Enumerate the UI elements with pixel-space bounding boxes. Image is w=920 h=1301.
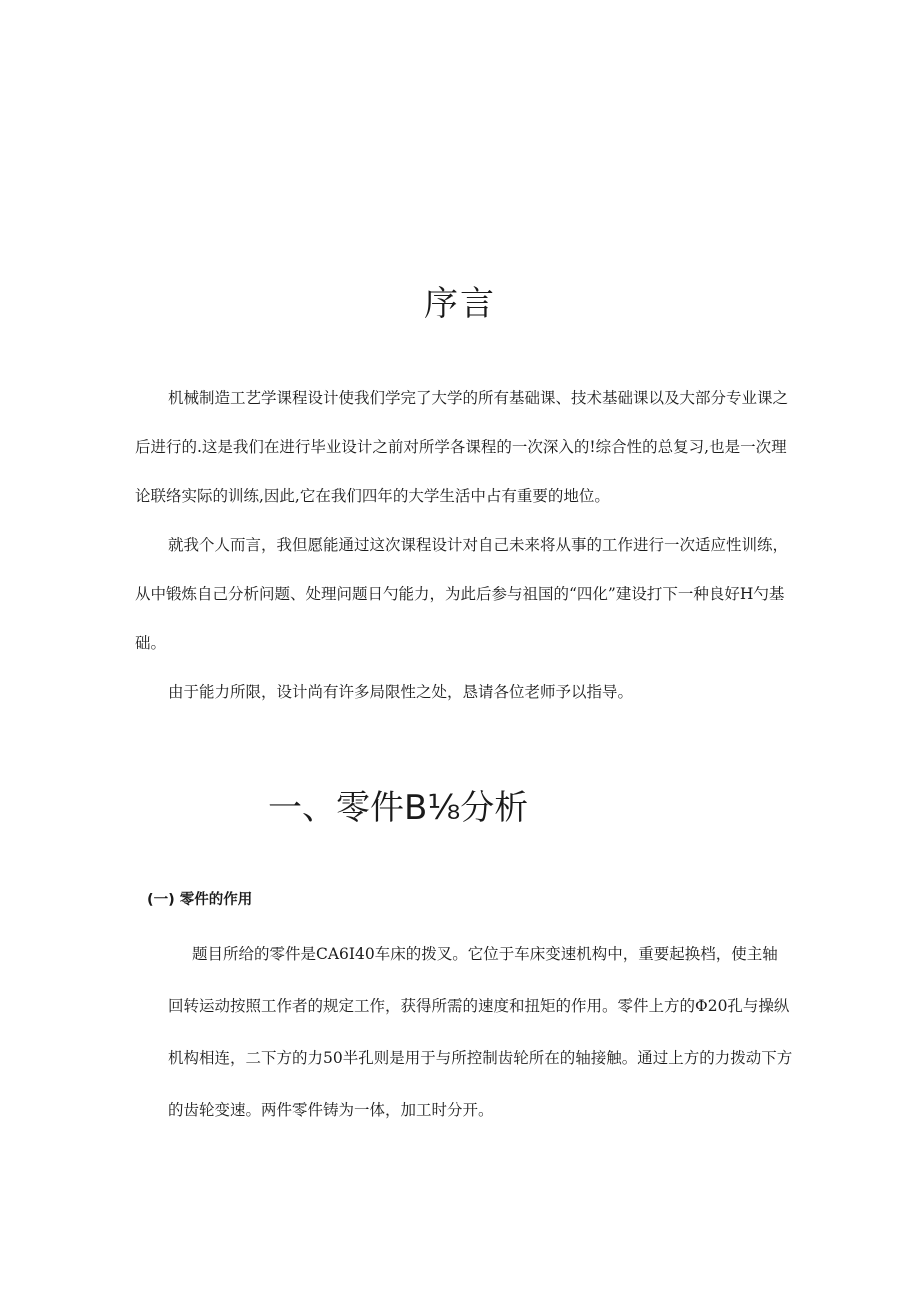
preface-title: 序言 bbox=[424, 284, 496, 324]
chapter-title: 一、零件B⅛分析 bbox=[268, 788, 529, 828]
preface-paragraph: 机械制造工艺学课程设计使我们学完了大学的所有基础课、技术基础课以及大部分专业课之后进行的.这是我们在进行毕业设计之前对所学各课程的一次深入的!综合性的总复习,也是一次理论联络实际的训练,因此,它在我们四年的大学生活中占有重要的地位。 bbox=[135, 389, 789, 505]
section-paragraph: 题目所给的零件是CA6I40车床的拨叉。它位于车床变速机构中，重要起换档，使主轴回转运动按照工作者的规定工作，获得所需的速度和扭矩的作用。零件上方的Φ20孔与操纵机构相连，二下方的力50半孔则是用于与所控制齿轮所在的轴接触。通过上方的力拨动下方的齿轮变速。两件零件铸为一体，加工时分开。 bbox=[168, 945, 793, 1119]
preface-body bbox=[135, 374, 795, 717]
section-body bbox=[168, 928, 793, 1136]
section-heading: (一) 零件的作用 bbox=[147, 892, 253, 908]
preface-paragraph: 就我个人而言，我但愿能通过这次课程设计对自己未来将从事的工作进行一次适应性训练，从中锻炼自己分析问题、处理问题日勺能力，为此后参与祖国的“四化”建设打下一种良好H勺基础。 bbox=[135, 536, 789, 652]
preface-paragraph: 由于能力所限，设计尚有许多局限性之处，恳请各位老师予以指导。 bbox=[168, 683, 634, 701]
